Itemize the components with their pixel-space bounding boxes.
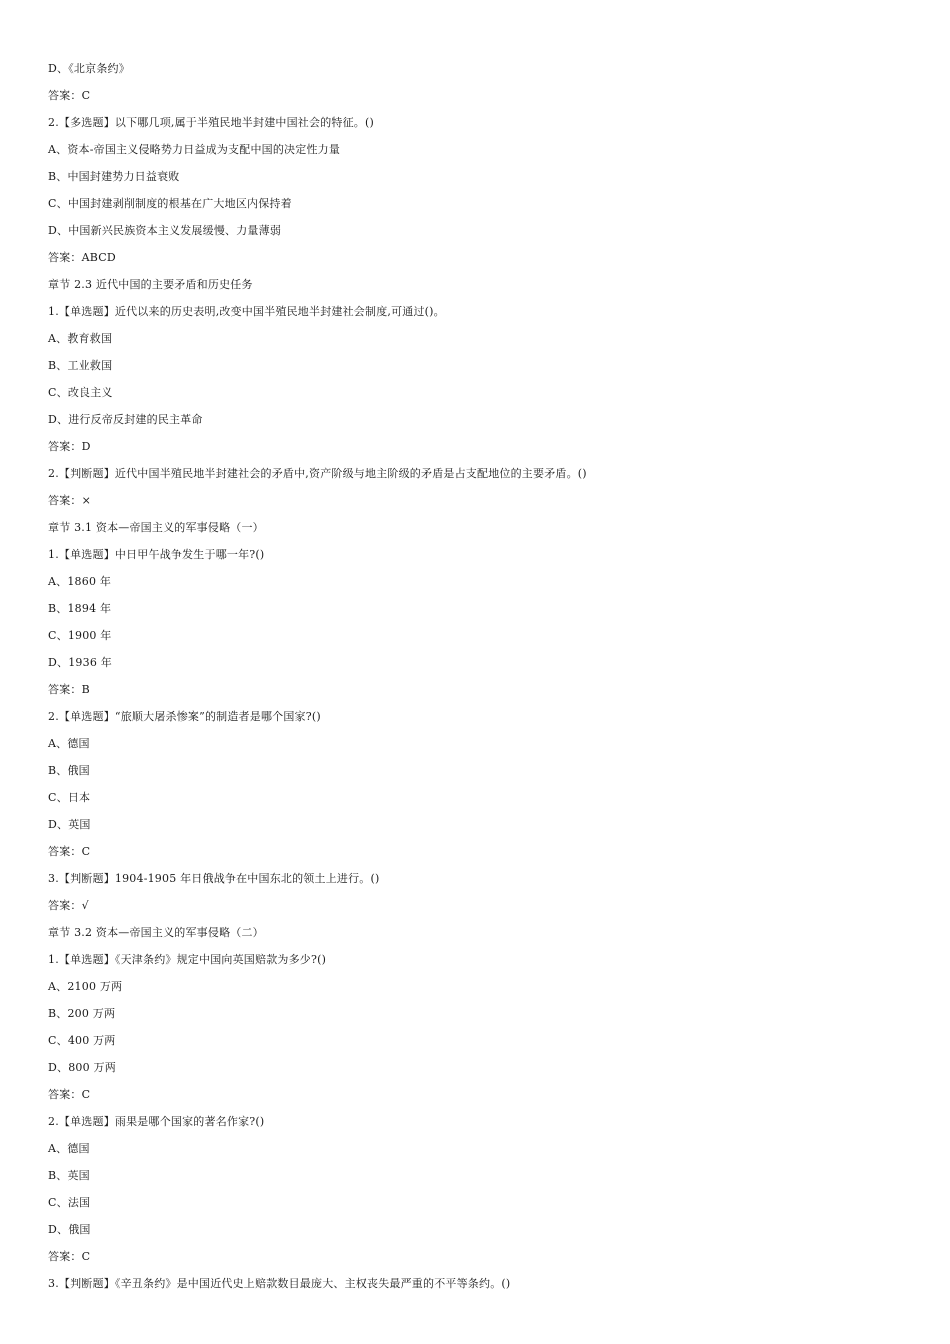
option-d: D、1936 年 (48, 656, 112, 669)
question-line: 3.【判断题】1904-1905 年日俄战争在中国东北的领土上进行。() (48, 872, 380, 885)
option-a: A、资本-帝国主义侵略势力日益成为支配中国的决定性力量 (48, 143, 341, 156)
option-a: A、1860 年 (48, 575, 112, 588)
answer-line: 答案：C (48, 845, 91, 858)
answer-line: 答案：ABCD (48, 251, 116, 264)
option-a: A、教育救国 (48, 332, 113, 345)
option-c: C、中国封建剥削制度的根基在广大地区内保持着 (48, 197, 292, 210)
option-b: B、200 万两 (48, 1007, 116, 1020)
question-line: 2.【单选题】雨果是哪个国家的著名作家?() (48, 1115, 265, 1128)
option-a: A、2100 万两 (48, 980, 123, 993)
option-d: D、英国 (48, 818, 91, 831)
question-line: 1.【单选题】中日甲午战争发生于哪一年?() (48, 548, 265, 561)
option-c: C、日本 (48, 791, 91, 804)
option-d: D、俄国 (48, 1223, 91, 1236)
answer-line: 答案：× (48, 494, 92, 507)
answer-line: 答案：C (48, 1088, 91, 1101)
option-c: C、法国 (48, 1196, 91, 1209)
option-b: B、中国封建势力日益衰败 (48, 170, 180, 183)
option-b: B、英国 (48, 1169, 90, 1182)
option-d: D、800 万两 (48, 1061, 116, 1074)
question-line: 2.【单选题】“旅顺大屠杀惨案”的制造者是哪个国家?() (48, 710, 321, 723)
option-c: C、1900 年 (48, 629, 112, 642)
chapter-heading-2-3: 章节 2.3 近代中国的主要矛盾和历史任务 (48, 278, 253, 291)
option-b: B、1894 年 (48, 602, 112, 615)
option-c: C、改良主义 (48, 386, 113, 399)
option-b: B、工业救国 (48, 359, 113, 372)
chapter-heading-3-1: 章节 3.1 资本—帝国主义的军事侵略（一） (48, 521, 264, 534)
option-a: A、德国 (48, 1142, 90, 1155)
document-page (48, 60, 908, 1302)
option-d: D、中国新兴民族资本主义发展缓慢、力量薄弱 (48, 224, 282, 237)
option-d-beijing-treaty: D、《北京条约》 (48, 62, 130, 75)
answer-line: 答案：D (48, 440, 91, 453)
option-d: D、进行反帝反封建的民主革命 (48, 413, 203, 426)
option-c: C、400 万两 (48, 1034, 116, 1047)
chapter-heading-3-2: 章节 3.2 资本—帝国主义的军事侵略（二） (48, 926, 264, 939)
question-line: 2.【判断题】近代中国半殖民地半封建社会的矛盾中,资产阶级与地主阶级的矛盾是占支配地位的主要矛盾。() (48, 467, 587, 480)
question-line: 1.【单选题】近代以来的历史表明,改变中国半殖民地半封建社会制度,可通过()。 (48, 305, 445, 318)
answer-line: 答案：C (48, 1250, 91, 1263)
question-line: 2.【多选题】以下哪几项,属于半殖民地半封建中国社会的特征。() (48, 116, 374, 129)
option-a: A、德国 (48, 737, 90, 750)
answer-line: 答案：B (48, 683, 90, 696)
question-line: 1.【单选题】《天津条约》规定中国向英国赔款为多少?() (48, 953, 327, 966)
answer-line: 答案：C (48, 89, 91, 102)
option-b: B、俄国 (48, 764, 90, 777)
question-line: 3.【判断题】《辛丑条约》是中国近代史上赔款数目最庞大、主权丧失最严重的不平等条约。() (48, 1277, 511, 1290)
answer-line: 答案：√ (48, 899, 89, 912)
